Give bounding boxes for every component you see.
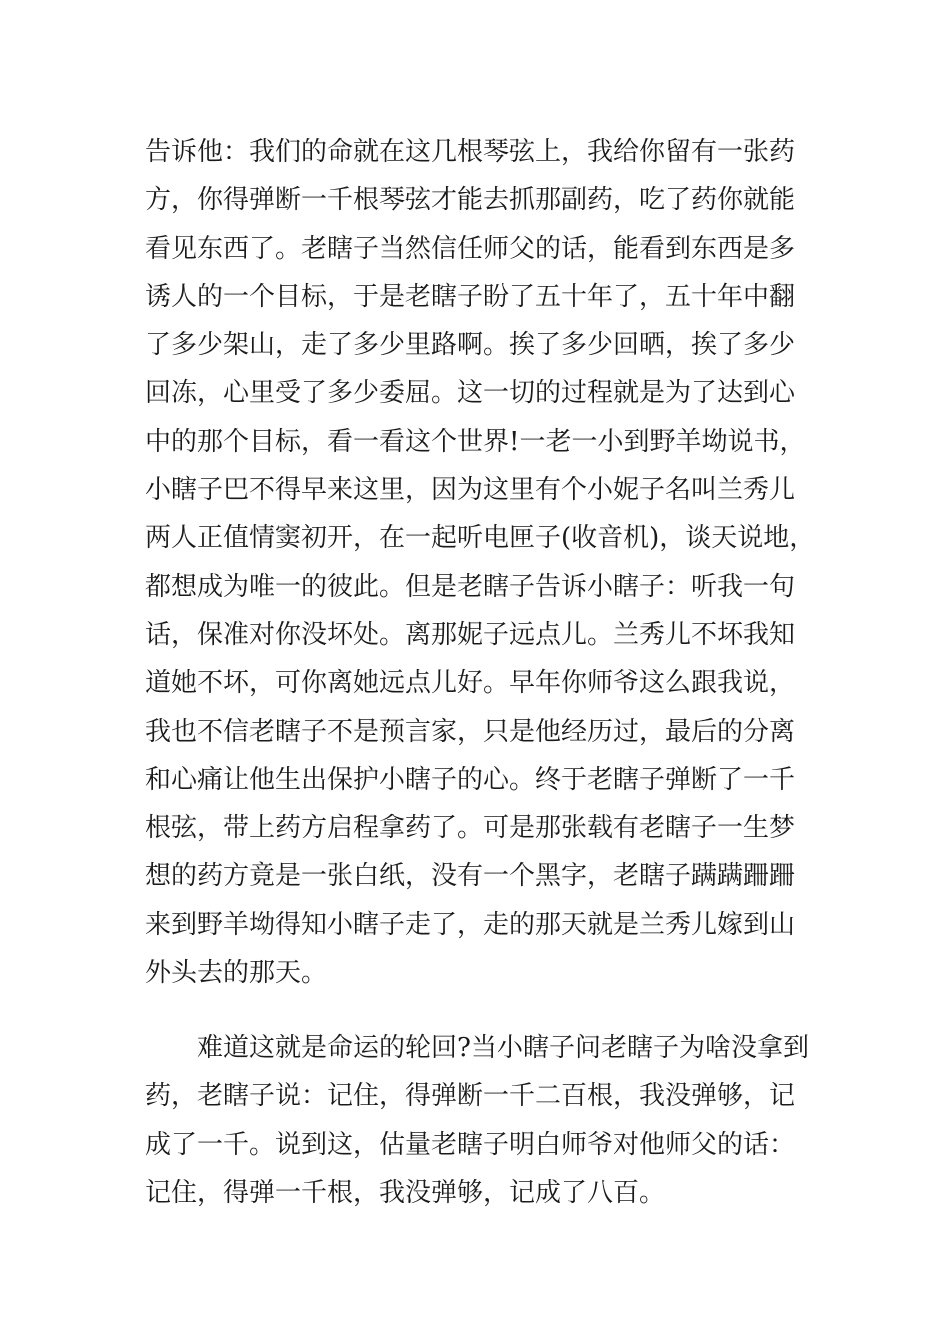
text-line: 告诉他：我们的命就在这几根琴弦上，我给你留有一张药 [145, 137, 796, 167]
text-line: 两人正值情窦初开，在一起听电匣子(收音机)，谈天说地， [145, 523, 816, 554]
text-line: 中的那个目标，看一看这个世界!一老一小到野羊坳说书， [145, 426, 806, 457]
text-line: 方，你得弹断一千根琴弦才能去抓那副药，吃了药你就能 [145, 185, 796, 216]
text-line: 药，老瞎子说：记住，得弹断一千二百根，我没弹够，记 [145, 1081, 796, 1112]
text-line: 了多少架山，走了多少里路啊。挨了多少回晒，挨了多少 [145, 330, 796, 361]
text-line: 记住，得弹一千根，我没弹够，记成了八百。 [145, 1177, 666, 1208]
paragraph-2 [145, 1024, 815, 1217]
text-line: 成了一千。说到这，估量老瞎子明白师爷对他师父的话： [145, 1129, 796, 1160]
text-line: 都想成为唯一的彼此。但是老瞎子告诉小瞎子：听我一句 [145, 571, 796, 602]
text-line: 话，保准对你没坏处。离那妮子远点儿。兰秀儿不坏我知 [145, 619, 796, 650]
text-line: 难道这就是命运的轮回?当小瞎子问老瞎子为啥没拿到 [197, 1033, 809, 1063]
text-line: 外头去的那天。 [145, 958, 328, 989]
text-line: 想的药方竟是一张白纸，没有一个黑字，老瞎子蹒蹒跚跚 [145, 861, 796, 892]
text-line: 和心痛让他生出保护小瞎子的心。终于老瞎子弹断了一千 [145, 764, 796, 795]
text-line: 来到野羊坳得知小瞎子走了，走的那天就是兰秀儿嫁到山 [145, 909, 796, 940]
text-line: 道她不坏，可你离她远点儿好。早年你师爷这么跟我说， [145, 668, 796, 699]
text-line: 回冻，心里受了多少委屈。这一切的过程就是为了达到心 [145, 378, 796, 409]
text-line: 我也不信老瞎子不是预言家，只是他经历过，最后的分离 [145, 716, 796, 747]
text-line: 小瞎子巴不得早来这里，因为这里有个小妮子名叫兰秀儿 [145, 475, 796, 506]
text-line: 诱人的一个目标，于是老瞎子盼了五十年了，五十年中翻 [145, 281, 796, 312]
paragraph-1 [145, 128, 815, 997]
text-line: 看见东西了。老瞎子当然信任师父的话，能看到东西是多 [145, 233, 796, 264]
text-line: 根弦，带上药方启程拿药了。可是那张载有老瞎子一生梦 [145, 813, 796, 844]
